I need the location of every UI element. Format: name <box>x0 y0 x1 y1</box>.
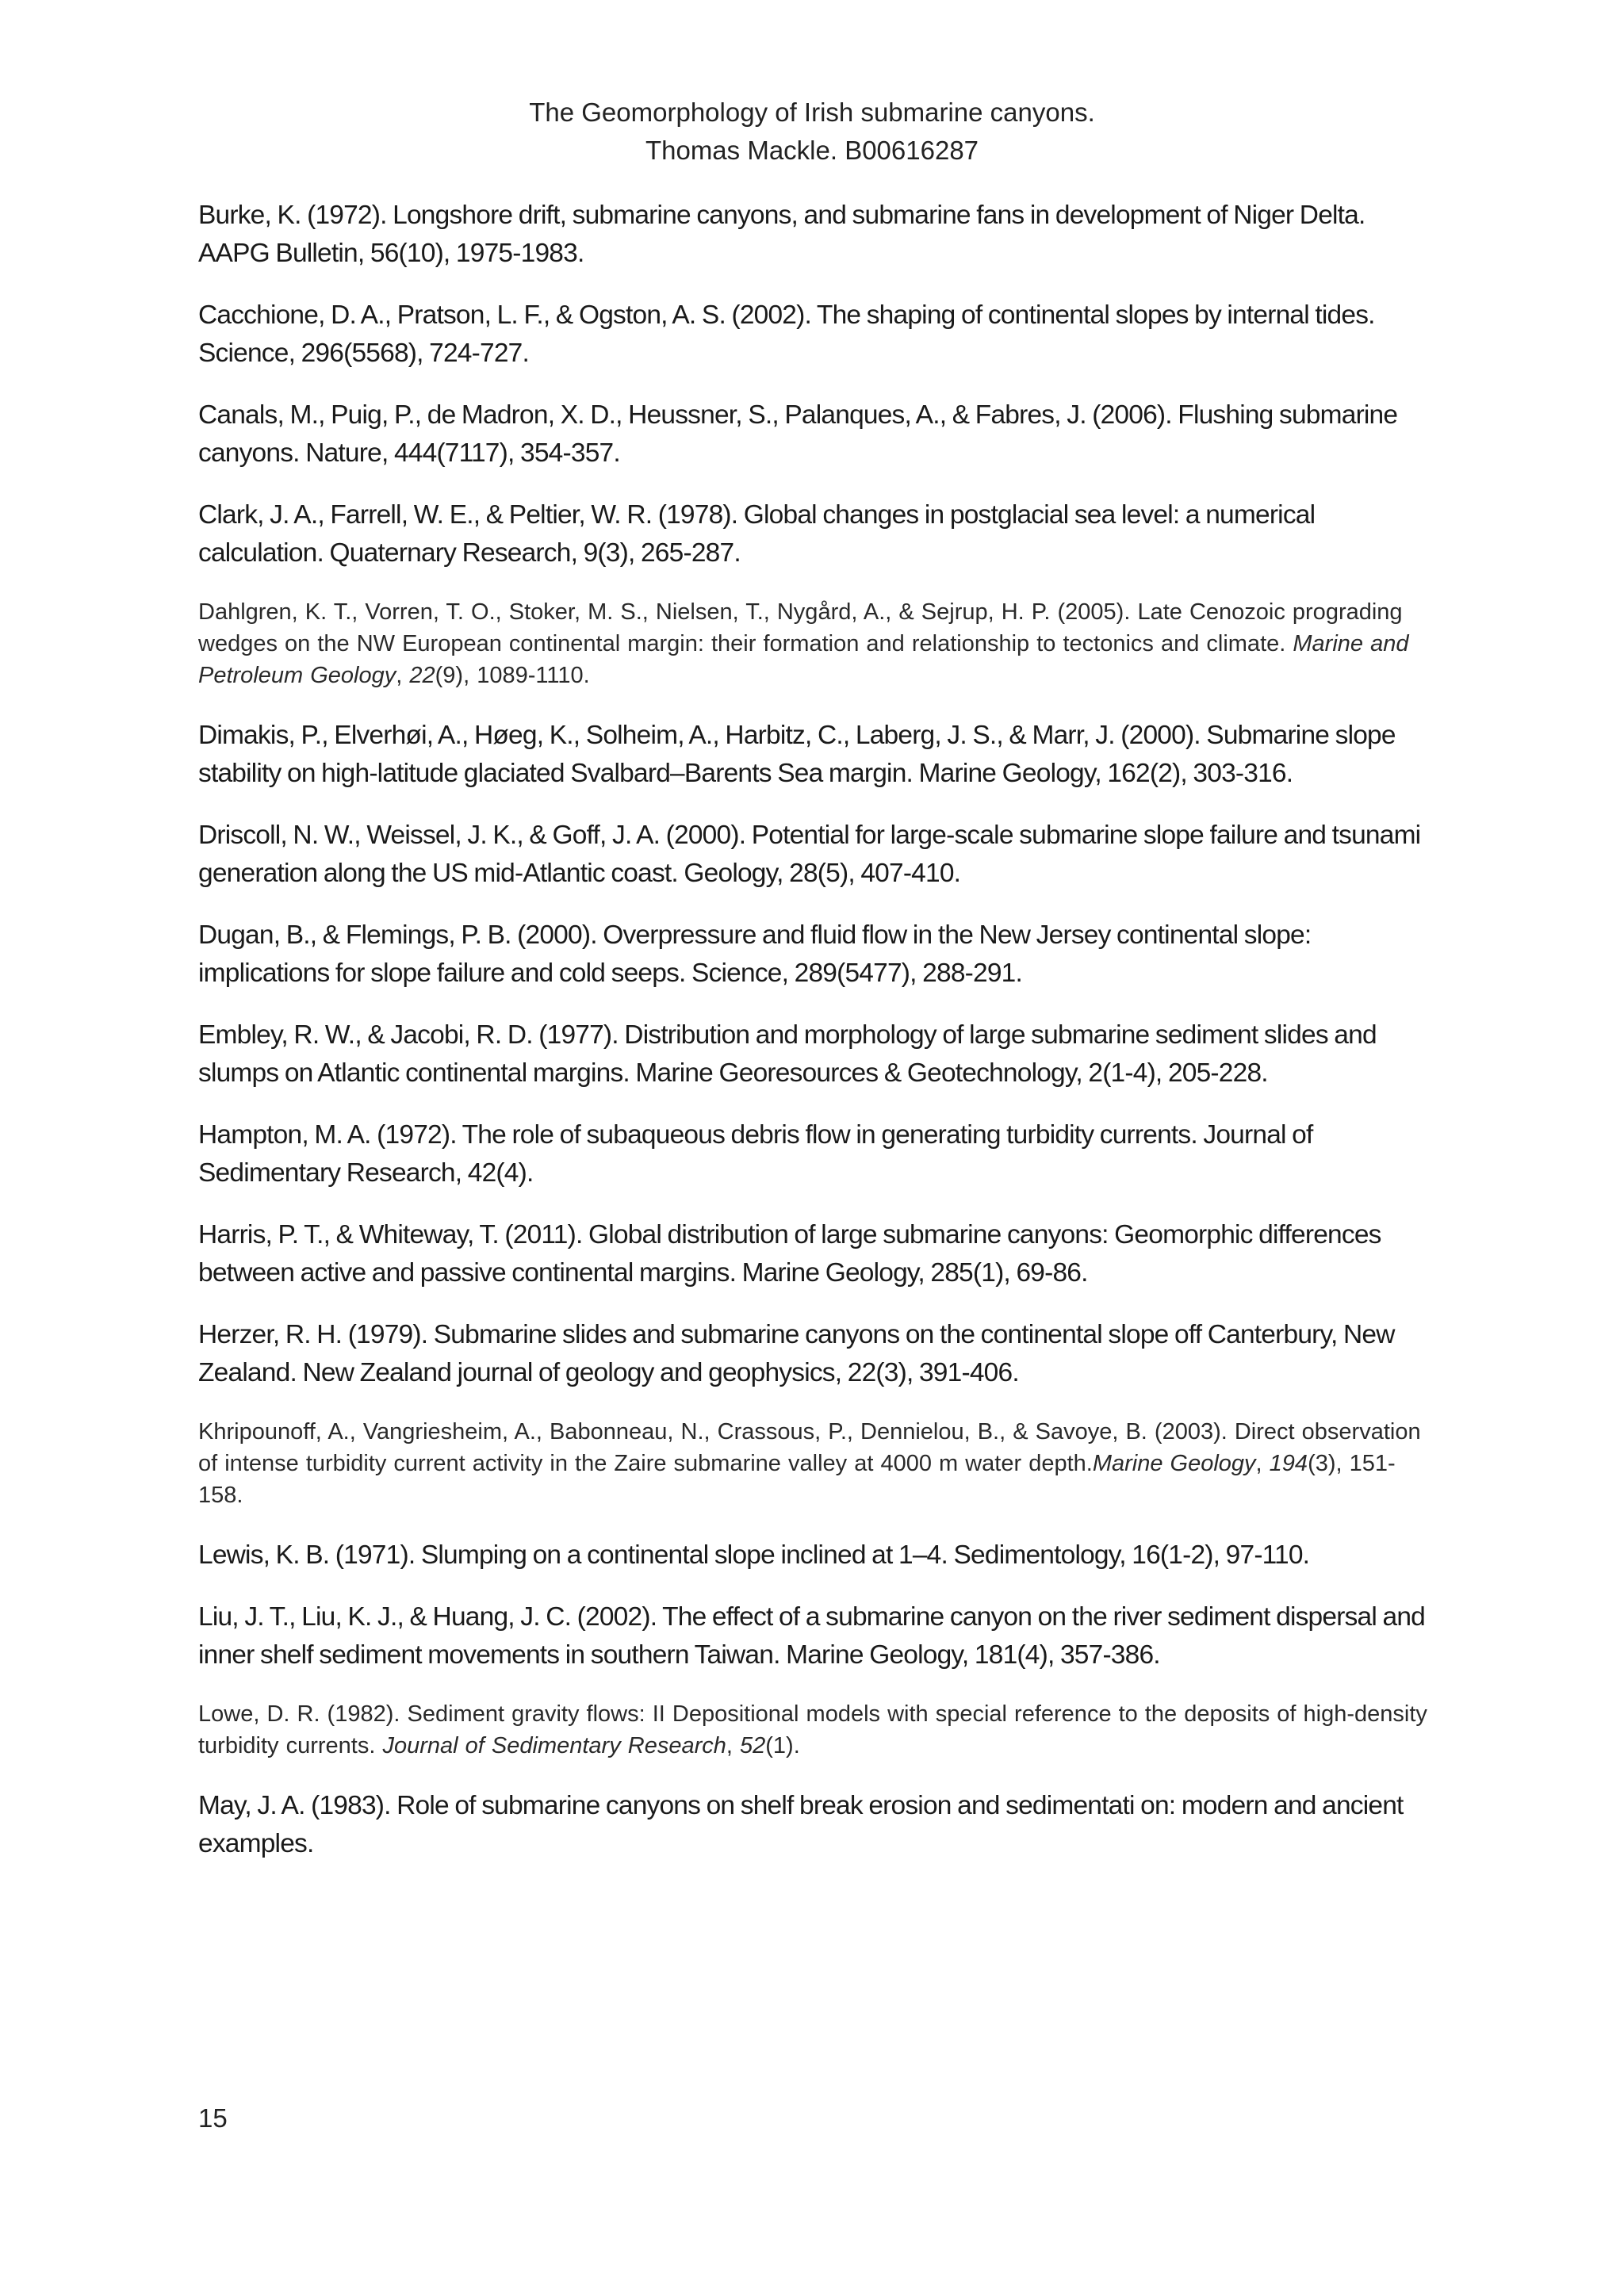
reference-pages: (1). <box>765 1733 800 1758</box>
reference-liu-2002: Liu, J. T., Liu, K. J., & Huang, J. C. (2002). The effect of a submarine canyon on the river sediment dispersal and inner shelf sediment movements in southern Taiwan. Marine Geology, 181(4), 357-386. <box>198 1602 1425 1670</box>
reference-separator: , <box>726 1733 740 1758</box>
reference-cacchione-2002: Cacchione, D. A., Pratson, L. F., & Ogston, A. S. (2002). The shaping of continental slopes by internal tides. Science, 296(5568), 724-727. <box>198 300 1375 368</box>
reference-text: Khripounoff, A., Vangriesheim, A., Babonneau, N., Crassous, P., Dennielou, B., & Savoye, B. (2003). Direct observation of intense turbidity current activity in the Zaire submarine valley at 4000 m water depth. <box>198 1419 1421 1476</box>
reference-canals-2006: Canals, M., Puig, P., de Madron, X. D., Heussner, S., Palanques, A., & Fabres, J. (2006). Flushing submarine canyons. Nature, 444(7117), 354-357. <box>198 400 1398 468</box>
reference-embley-1977: Embley, R. W., & Jacobi, R. D. (1977). Distribution and morphology of large submarine sediment slides and slumps on Atlantic continental margins. Marine Georesources & Geotechnology, 2(1-4), 205-228. <box>198 1020 1377 1088</box>
reference-dimakis-2000: Dimakis, P., Elverhøi, A., Høeg, K., Solheim, A., Harbitz, C., Laberg, J. S., & Marr, J. (2000). Submarine slope stability on high-latitude glaciated Svalbard–Barents Sea margin. Marine Geology, 162(2), 303-316. <box>198 721 1396 788</box>
reference-burke-1972: Burke, K. (1972). Longshore drift, submarine canyons, and submarine fans in development of Niger Delta. AAPG Bulletin, 56(10), 1975-1983. <box>198 201 1365 268</box>
journal-name: Marine Geology <box>1092 1451 1256 1476</box>
reference-pages: (3), 151-158. <box>198 1451 1396 1508</box>
reference-list <box>198 197 1435 1887</box>
page-number: 15 <box>198 2103 228 2133</box>
volume-number: 22 <box>409 663 435 688</box>
reference-pages: (9), 1089-1110. <box>435 663 590 688</box>
journal-name: Marine and Petroleum Geology <box>198 631 1409 688</box>
reference-text: Dahlgren, K. T., Vorren, T. O., Stoker, M. S., Nielsen, T., Nygård, A., & Sejrup, H. P. (2005). Late Cenozoic prograding wedges on the NW European continental margin: their formation and relationship to tectonics and climate. <box>198 599 1403 656</box>
reference-herzer-1979: Herzer, R. H. (1979). Submarine slides and submarine canyons on the continental slope off Canterbury, New Zealand. New Zealand journal of geology and geophysics, 22(3), 391-406. <box>198 1320 1395 1387</box>
reference-may-1983: May, J. A. (1983). Role of submarine canyons on shelf break erosion and sedimentati on: modern and ancient examples. <box>198 1791 1404 1858</box>
reference-separator: , <box>396 663 410 688</box>
reference-hampton-1972: Hampton, M. A. (1972). The role of subaqueous debris flow in generating turbidity currents. Journal of Sedimentary Research, 42(4). <box>198 1120 1313 1188</box>
reference-clark-1978: Clark, J. A., Farrell, W. E., & Peltier, W. R. (1978). Global changes in postglacial sea level: a numerical calculation. Quaternary Research, 9(3), 265-287. <box>198 500 1316 568</box>
volume-number: 194 <box>1269 1451 1308 1476</box>
reference-dugan-2000: Dugan, B., & Flemings, P. B. (2000). Overpressure and fluid flow in the New Jersey continental slope: implications for slope failure and cold seeps. Science, 289(5477), 288-291. <box>198 920 1312 988</box>
journal-name: Journal of Sedimentary Research <box>382 1733 726 1758</box>
reference-harris-2011: Harris, P. T., & Whiteway, T. (2011). Global distribution of large submarine canyons: Geomorphic differences between active and passive continental margins. Marine Geology, 285(1), 69-86. <box>198 1220 1381 1288</box>
reference-dahlgren-2005 <box>198 596 1435 691</box>
author-line: Thomas Mackle. B00616287 <box>645 136 979 165</box>
document-title: The Geomorphology of Irish submarine canyons. <box>529 98 1095 127</box>
reference-separator: , <box>1255 1451 1270 1476</box>
reference-lewis-1971: Lewis, K. B. (1971). Slumping on a continental slope inclined at 1–4. Sedimentology, 16(1-2), 97-110. <box>198 1540 1310 1570</box>
reference-lowe-1982 <box>198 1698 1435 1762</box>
running-header <box>0 94 1624 170</box>
reference-text: Lowe, D. R. (1982). Sediment gravity flows: II Depositional models with special reference to the deposits of high-density turbidity currents. <box>198 1701 1427 1758</box>
volume-number: 52 <box>740 1733 766 1758</box>
reference-khripounoff-2003 <box>198 1416 1435 1511</box>
reference-driscoll-2000: Driscoll, N. W., Weissel, J. K., & Goff, J. A. (2000). Potential for large-scale submarine slope failure and tsunami generation along the US mid-Atlantic coast. Geology, 28(5), 407-410. <box>198 821 1421 888</box>
